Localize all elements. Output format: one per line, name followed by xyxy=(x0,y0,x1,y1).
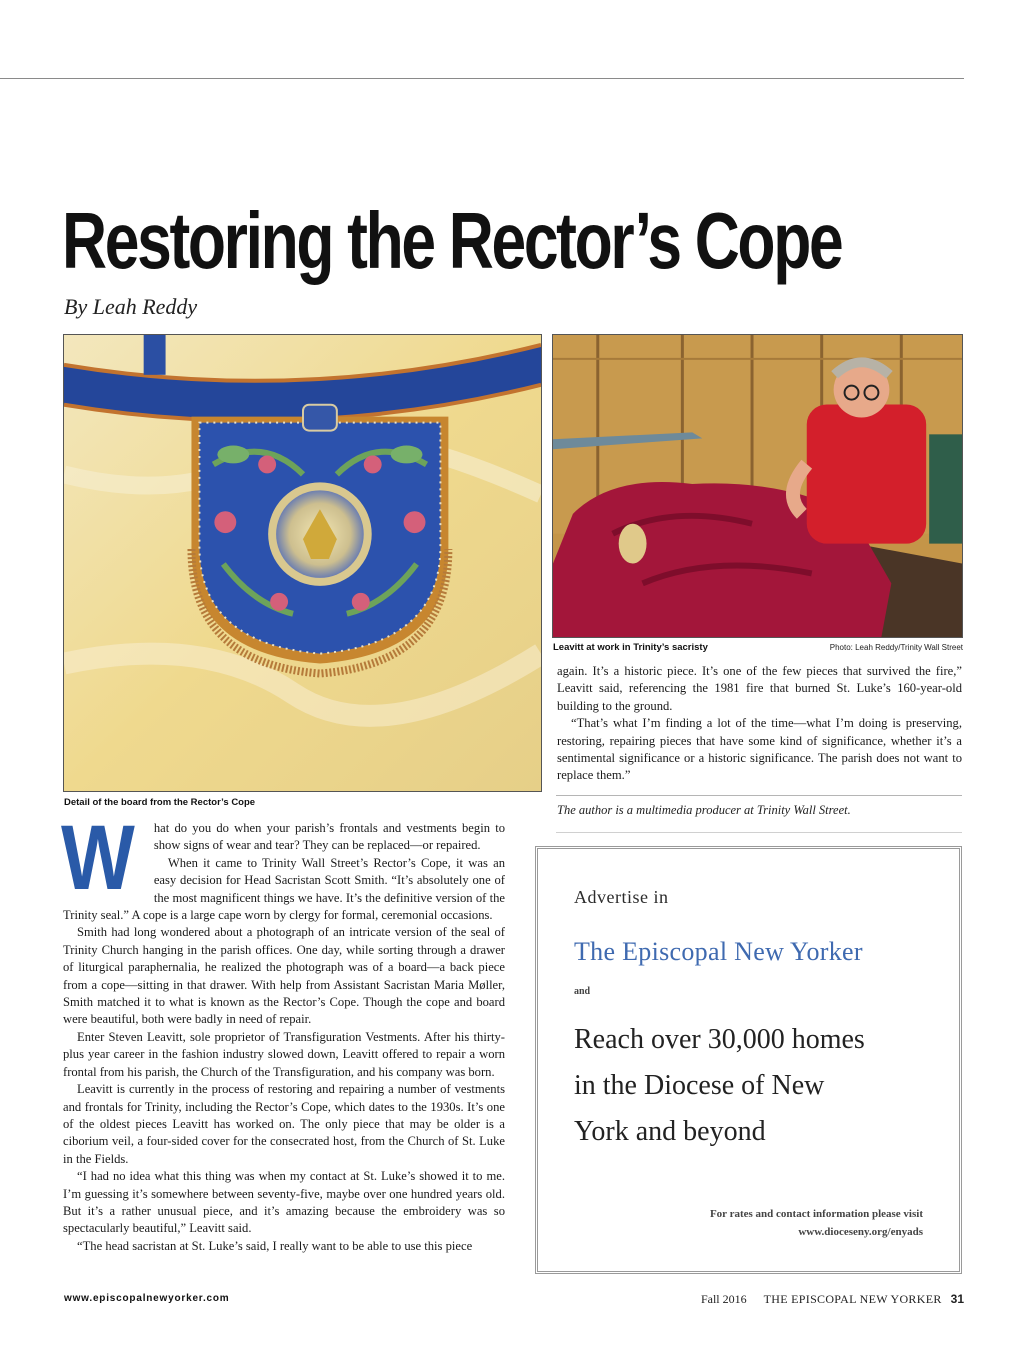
ad-kicker: Advertise in xyxy=(574,887,669,907)
ad-reach xyxy=(574,1017,865,1155)
ad-info-text: For rates and contact information please visit xyxy=(709,1208,923,1220)
sacristy-photo xyxy=(552,334,963,638)
ad-contact-info xyxy=(710,1205,923,1241)
ad-brand: The Episcopal New Yorker xyxy=(574,937,863,966)
page-number: 31 xyxy=(950,1292,964,1306)
advertisement xyxy=(535,846,962,1274)
paragraph: again. It’s a historic piece. It’s one of the few pieces that survived the fire,” Leavitt said, referencing the 1981 fire that burned St. Luke’s 160-year-old building to the ground. xyxy=(557,664,962,713)
author-note: The author is a multimedia producer at Trinity Wall Street. xyxy=(557,803,851,817)
top-rule xyxy=(0,78,964,79)
left-photo-caption: Detail of the board from the Rector’s Cope xyxy=(64,797,256,808)
article-body-right xyxy=(557,663,962,785)
ad-url[interactable]: www.dioceseny.org/enyads xyxy=(798,1226,923,1238)
paragraph: hat do you do when your parish’s frontals and vestments begin to show signs of wear and tear? They can be replaced—or repaired. xyxy=(153,821,505,853)
divider xyxy=(556,795,962,796)
paragraph: Enter Steven Leavitt, sole proprietor of Transfiguration Vestments. After his thirty-plus year career in the fashion industry slowed down, Leavitt offered to repair a worn frontal from his parish, the Church of the Transfiguration, and his company was born. xyxy=(63,1029,505,1079)
footer-website[interactable]: www.episcopalnewyorker.com xyxy=(64,1293,230,1304)
paragraph: “That’s what I’m finding a lot of the time—what I’m doing is preserving, restoring, repairing pieces that have some kind of significance, whether it’s a sentimental significance or a historic significance. The parish does not want to replace them.” xyxy=(557,716,962,783)
right-photo-caption: Leavitt at work in Trinity’s sacristy xyxy=(553,642,708,653)
article-body-left xyxy=(61,807,505,1255)
page-title: Restoring the Rector’s Cope xyxy=(62,196,842,285)
photo-credit: Photo: Leah Reddy/Trinity Wall Street xyxy=(829,643,963,652)
paragraph: Leavitt is currently in the process of restoring and repairing a number of vestments and frontals for Trinity, including the Rector’s Cope, which dates to the 1930s. It’s one of the oldest pieces Leavitt has worked on. The only piece that may be older is a ciborium veil, a four-sided cover for the consecrated host, from the Church of St. Luke in the Fields. xyxy=(63,1082,505,1166)
byline: By Leah Reddy xyxy=(64,294,198,319)
ad-reach-line: York and beyond xyxy=(574,1116,766,1147)
ad-reach-line: in the Diocese of New xyxy=(574,1070,825,1101)
paragraph: When it came to Trinity Wall Street’s Rector’s Cope, it was an easy decision for Head Sacristan Scott Smith. “It’s absolutely one of the most magnificent things we have. It’s the definitive version of the Trinity seal.” A cope is a large cape worn by clergy for formal, ceremonial occasions. xyxy=(63,855,505,923)
magazine-name: THE EPISCOPAL NEW YORKER xyxy=(763,1292,942,1306)
paragraph: “The head sacristan at St. Luke’s said, I really want to be able to use this piece xyxy=(77,1238,473,1253)
ad-and: and xyxy=(574,986,591,997)
drop-cap: W xyxy=(61,807,135,909)
cope-board-photo xyxy=(63,334,542,792)
ad-reach-line: Reach over 30,000 homes xyxy=(574,1024,865,1055)
footer-folio xyxy=(701,1292,964,1307)
issue-date: Fall 2016 xyxy=(700,1292,747,1306)
paragraph: Smith had long wondered about a photograph of an intricate version of the seal of Trinity Church hanging in the parish offices. One day, while sorting through a drawer of liturgical paraphernalia, he realized the photograph was of a board—a back piece from a cope—sitting in that drawer. With help from Assistant Sacristan Maria Møller, Smith matched it to what is known as the Rector’s Cope. Though the cope and board were beautiful, both were badly in need of repair. xyxy=(63,925,505,1027)
paragraph: “I had no idea what this thing was when my contact at St. Luke’s showed it to me. I’m guessing it’s somewhere between seventy-five, maybe over one hundred years old. But it’s a rather unusual piece, and it’s amazing because the embroidery was so spectacularly beautiful,” Leavitt said. xyxy=(63,1169,505,1236)
divider xyxy=(556,832,962,833)
